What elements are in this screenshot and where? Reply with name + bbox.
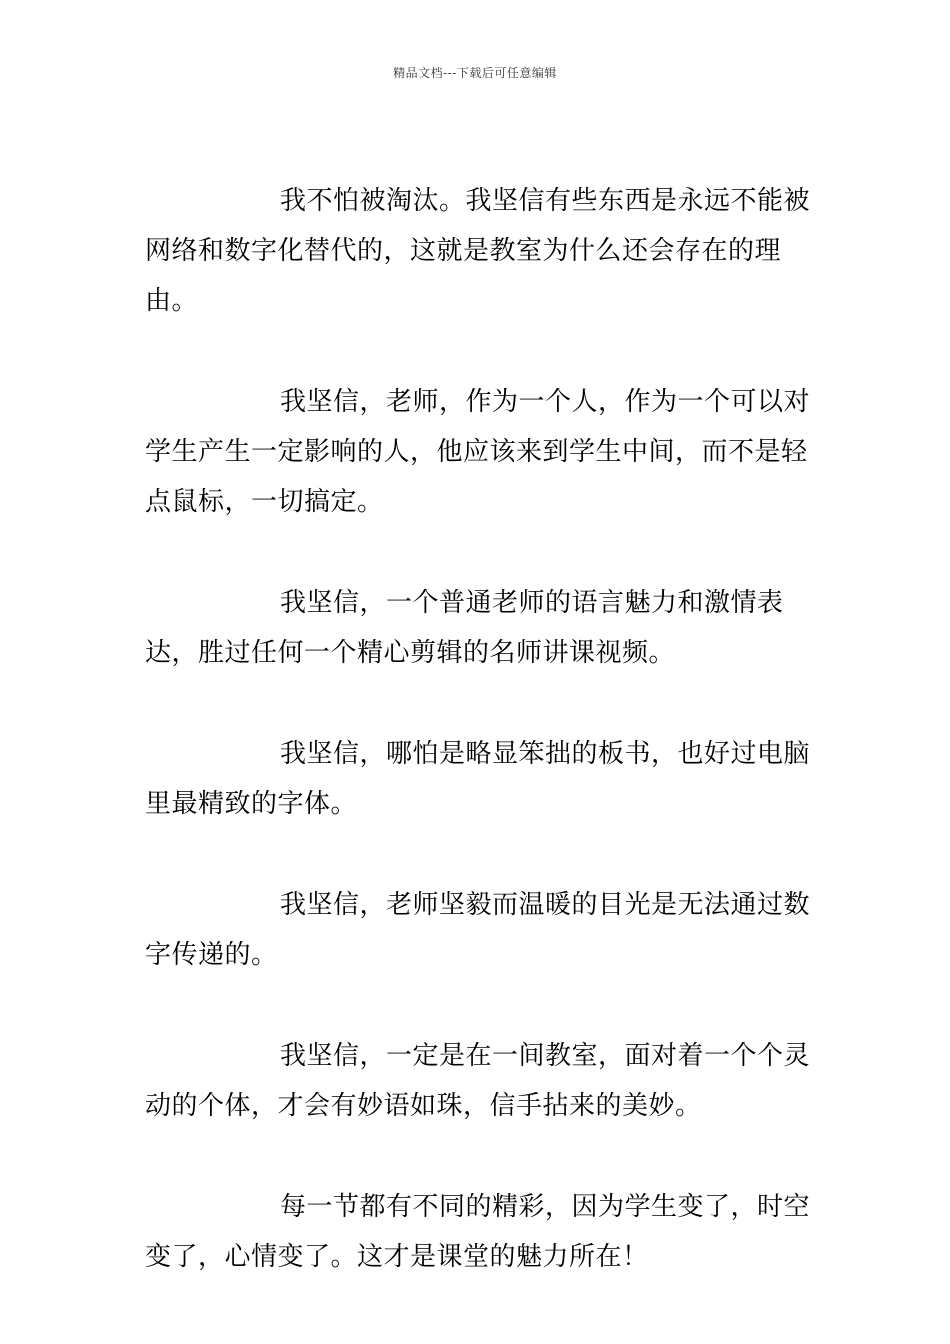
paragraph-5: 我坚信，老师坚毅而温暖的目光是无法通过数字传递的。 — [145, 890, 811, 970]
paragraph-6: 我坚信，一定是在一间教室，面对着一个个灵动的个体，才会有妙语如珠，信手拈来的美妙。 — [145, 1041, 811, 1121]
paragraph-2: 我坚信，老师，作为一个人，作为一个可以对学生产生一定影响的人，他应该来到学生中间，而不是轻点鼠标，一切搞定。 — [145, 387, 811, 517]
page-header: 精品文档---下载后可任意编辑 — [393, 66, 557, 80]
paragraph-1: 我不怕被淘汰。我坚信有些东西是永远不能被网络和数字化替代的，这就是教室为什么还会存在的理由。 — [145, 186, 811, 316]
paragraph-4: 我坚信，哪怕是略显笨拙的板书，也好过电脑里最精致的字体。 — [145, 739, 811, 819]
paragraph-3: 我坚信，一个普通老师的语言魅力和激情表达，胜过任何一个精心剪辑的名师讲课视频。 — [145, 588, 784, 668]
document-body — [145, 176, 825, 1333]
paragraph-7: 每一节都有不同的精彩，因为学生变了，时空变了，心情变了。这才是课堂的魅力所在！ — [145, 1192, 811, 1272]
